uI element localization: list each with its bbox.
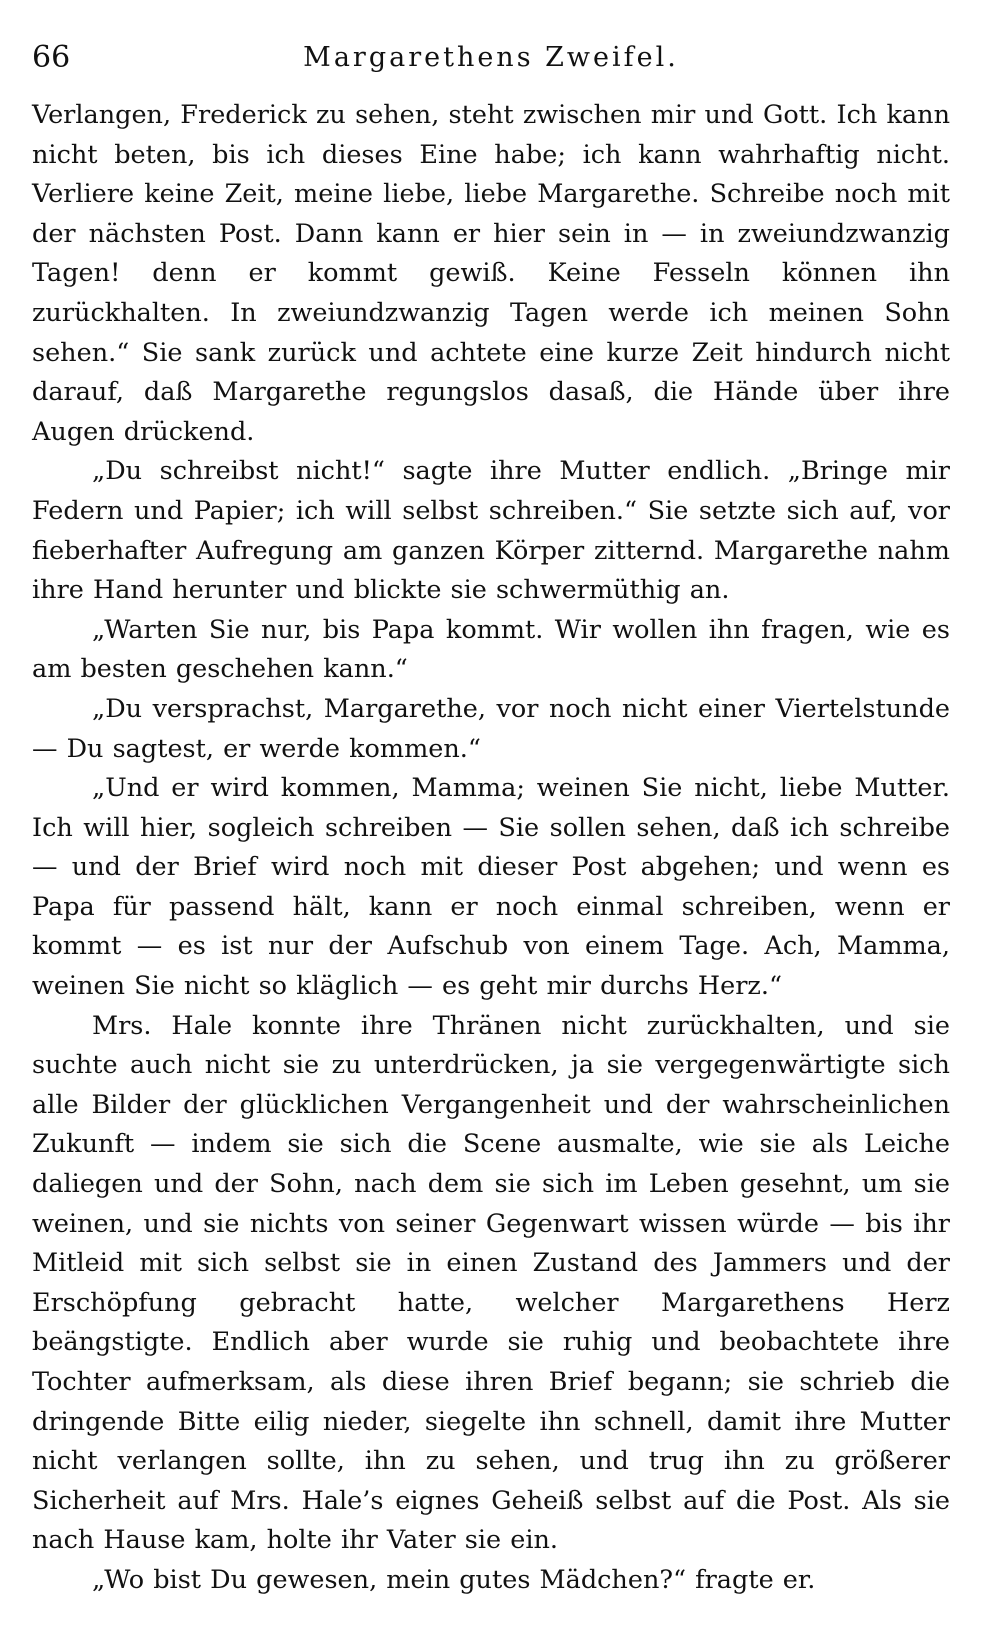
paragraph: „Warten Sie nur, bis Papa kommt. Wir wollen ihn fragen, wie es am besten geschehen kann.“: [32, 614, 950, 685]
page-header: [32, 38, 950, 88]
book-page: [32, 38, 950, 1628]
paragraph: Mrs. Hale konnte ihre Thränen nicht zurückhalten, und sie suchte auch nicht sie zu unterdrücken, ja sie vergegenwärtigte sich alle Bilder der glücklichen Vergangenheit und der wahrscheinlichen Zukunft — indem sie sich die Scene ausmalte, wie sie als Leiche daliegen und der Sohn, nach dem sie sich im Leben gesehnt, um sie weinen, und sie nichts von seiner Gegenwart wissen würde — bis ihr Mitleid mit sich selbst sie in einen Zustand des Jammers und der Erschöpfung gebracht hatte, welcher Margarethens Herz beängstigte. Endlich aber wurde sie ruhig und beobachtete ihre Tochter aufmerksam, als diese ihren Brief begann; sie schrieb die dringende Bitte eilig nieder, siegelte ihn schnell, damit ihre Mutter nicht verlangen sollte, ihn zu sehen, und trug ihn zu größerer Sicherheit auf Mrs. Hale’s eignes Geheiß selbst auf die Post. Als sie nach Hause kam, holte ihr Vater sie ein.: [32, 1010, 950, 1556]
body-text: [32, 96, 950, 1601]
paragraph: „Du versprachst, Margarethe, vor noch nicht einer Viertelstunde — Du sagtest, er werde kommen.“: [32, 693, 950, 764]
paragraph: „Du schreibst nicht!“ sagte ihre Mutter endlich. „Bringe mir Federn und Papier; ich will selbst schreiben.“ Sie setzte sich auf, vor fieberhafter Aufregung am ganzen Körper zitternd. Margarethe nahm ihre Hand herunter und blickte sie schwermüthig an.: [32, 456, 950, 606]
paragraph: „Und er wird kommen, Mamma; weinen Sie nicht, liebe Mutter. Ich will hier, sogleich schreiben — Sie sollen sehen, daß ich schreibe — und der Brief wird noch mit dieser Post abgehen; und wenn es Papa für passend hält, kann er noch einmal schreiben, wenn er kommt — es ist nur der Aufschub von einem Tage. Ach, Mamma, weinen Sie nicht so kläglich — es geht mir durchs Herz.“: [32, 773, 950, 1002]
paragraph-continuation: Verlangen, Frederick zu sehen, steht zwischen mir und Gott. Ich kann nicht beten, bis ich dieses Eine habe; ich kann wahrhaftig nicht. Verliere keine Zeit, meine liebe, liebe Margarethe. Schreibe noch mit der nächsten Post. Dann kann er hier sein in — in zweiundzwanzig Tagen! denn er kommt gewiß. Keine Fesseln können ihn zurückhalten. In zweiundzwanzig Tagen werde ich meinen Sohn sehen.“ Sie sank zurück und achtete eine kurze Zeit hindurch nicht darauf, daß Margarethe regungslos dasaß, die Hände über ihre Augen drückend.: [32, 100, 950, 447]
running-title: Margarethens Zweifel.: [303, 42, 679, 73]
paragraph: „Wo bist Du gewesen, mein gutes Mädchen?“ fragte er.: [92, 1564, 816, 1595]
page-number: 66: [32, 40, 71, 75]
